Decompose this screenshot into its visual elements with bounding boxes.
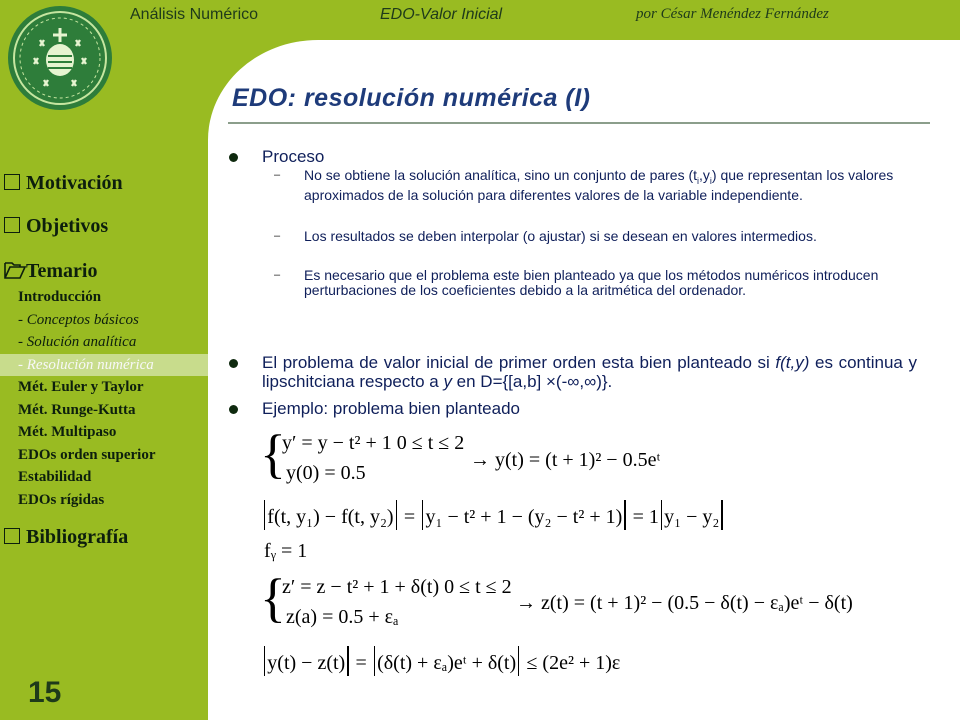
nav-item-resolucion-numerica[interactable]: - Resolución numérica — [0, 354, 208, 377]
sub-bullet-interpolar: Los resultados se deben interpolar (o ajustar) si se desean en valores intermedios. — [304, 228, 817, 244]
eq2-equals: = — [403, 506, 421, 528]
b2-text-a: El problema de valor inicial de primer orden esta bien planteado si — [262, 353, 776, 372]
abs-bar — [518, 646, 519, 676]
abs-bar — [721, 500, 722, 530]
sub-dash: – — [274, 230, 281, 242]
left-brace: { — [260, 424, 286, 484]
eq2-inner: y₁ − t² + 1 − (y₂ − t² + 1) — [425, 506, 623, 528]
sub1-text-b: ,y — [699, 167, 710, 183]
eq5-inner: (δ(t) + εₐ)eᵗ + δ(t) — [377, 652, 517, 674]
eq5-bound — [262, 646, 620, 676]
eq1-ode: y′ = y − t² + 1 0 ≤ t ≤ 2 — [282, 432, 465, 454]
sub1-index-y: i — [709, 175, 712, 186]
checkbox-icon — [4, 174, 20, 190]
eq2-constant: = 1 — [632, 506, 659, 528]
nav-temario-label: Temario — [26, 260, 98, 282]
nav-item-rigidas[interactable]: EDOs rígidas — [18, 491, 105, 508]
bullet-dot — [229, 153, 238, 162]
nav-item-runge-kutta[interactable]: Mét. Runge-Kutta — [18, 401, 136, 418]
bullet-ejemplo: Ejemplo: problema bien planteado — [262, 399, 521, 418]
nav-item-euler-taylor[interactable]: Mét. Euler y Taylor — [18, 379, 144, 395]
nav-item-conceptos[interactable]: - Conceptos básicos — [18, 311, 139, 328]
sub1-index-t: i — [697, 175, 700, 186]
header-topic: EDO-Valor Inicial — [380, 6, 503, 23]
nav-item-estabilidad[interactable]: Estabilidad — [18, 469, 92, 485]
eq1-solution: → y(t) = (t + 1)² − 0.5eᵗ — [470, 449, 661, 471]
eq4-solution: → z(t) = (t + 1)² − (0.5 − δ(t) − εₐ)eᵗ − δ(t) — [516, 592, 853, 614]
b2-text-c: en D={[a,b] ×(-∞,∞)}. — [451, 372, 613, 391]
header-author: por César Menéndez Fernández — [636, 6, 829, 22]
abs-bar — [422, 500, 423, 530]
abs-bar — [396, 500, 397, 530]
eq2-diff: y₁ − y₂ — [664, 506, 720, 528]
open-folder-icon — [4, 259, 26, 279]
title-rule — [228, 122, 930, 124]
nav-temario[interactable] — [4, 259, 97, 283]
nav-bibliografia[interactable] — [4, 526, 128, 549]
abs-bar — [661, 500, 662, 530]
eq5-lhs: y(t) − z(t) — [267, 652, 346, 674]
sub-dash: – — [274, 169, 281, 181]
nav-motivacion[interactable] — [4, 172, 123, 195]
slide-number: 15 — [28, 676, 62, 709]
abs-bar — [264, 646, 265, 676]
sub1-text-a: No se obtiene la solución analítica, sino un conjunto de pares (t — [304, 167, 698, 183]
eq2-lipschitz — [262, 500, 725, 530]
nav-item-multipaso[interactable]: Mét. Multipaso — [18, 424, 117, 440]
bullet-dot — [229, 405, 238, 414]
checkbox-icon — [4, 217, 20, 233]
temario-list — [0, 286, 208, 511]
nav-item-solucion-analitica[interactable]: - Solución analítica — [18, 334, 137, 350]
b2-variable: y — [443, 372, 452, 391]
eq1-initial: y(0) = 0.5 — [286, 462, 366, 484]
nav-motivacion-label: Motivación — [26, 172, 123, 194]
bullet-proceso: Proceso — [262, 147, 325, 166]
nav-item-introduccion[interactable]: Introducción — [18, 289, 102, 305]
eq2-lhs: f(t, y₁) − f(t, y₂) — [267, 506, 394, 528]
sub1-text-c: ) que representan los valores aproximados de la solución para diferentes valores de la variable independiente. — [304, 167, 894, 204]
eq5-equals: = — [355, 652, 372, 674]
nav-objetivos-label: Objetivos — [26, 215, 109, 237]
top-bar — [208, 0, 960, 40]
slide-title: EDO: resolución numérica (I) — [232, 84, 591, 112]
header-course: Análisis Numérico — [130, 6, 259, 23]
eq4-perturbed-ode: z′ = z − t² + 1 + δ(t) 0 ≤ t ≤ 2 — [282, 576, 512, 598]
sub-bullet-bien-planteado: Es necesario que el problema este bien planteado ya que los métodos numéricos introducen perturbaciones de los coeficientes debido a la aritmética del ordenador. — [304, 267, 879, 298]
bullet-problema-valor-inicial — [262, 353, 917, 391]
b2-function: f(t,y) — [775, 353, 810, 372]
nav-bibliografia-label: Bibliografía — [26, 526, 129, 548]
eq5-bound-value: ≤ (2e² + 1)ε — [521, 652, 621, 674]
nav-item-orden-superior[interactable]: EDOs orden superior — [18, 446, 156, 463]
abs-bar — [264, 500, 265, 530]
abs-bar — [347, 646, 348, 676]
abs-bar — [624, 500, 625, 530]
sub-bullet-pares — [304, 168, 904, 203]
nav-objetivos[interactable] — [4, 215, 108, 238]
bullet-dot — [229, 359, 238, 368]
abs-bar — [374, 646, 375, 676]
checkbox-icon — [4, 528, 20, 544]
b2-text-b: es continua y lipschitciana respecto a — [262, 353, 917, 391]
eq3-partial: fᵧ = 1 — [264, 540, 308, 562]
eq4-perturbed-initial: z(a) = 0.5 + εₐ — [286, 606, 399, 628]
university-seal-logo — [4, 2, 116, 114]
sub-dash: – — [274, 269, 281, 281]
left-brace: { — [260, 568, 286, 628]
